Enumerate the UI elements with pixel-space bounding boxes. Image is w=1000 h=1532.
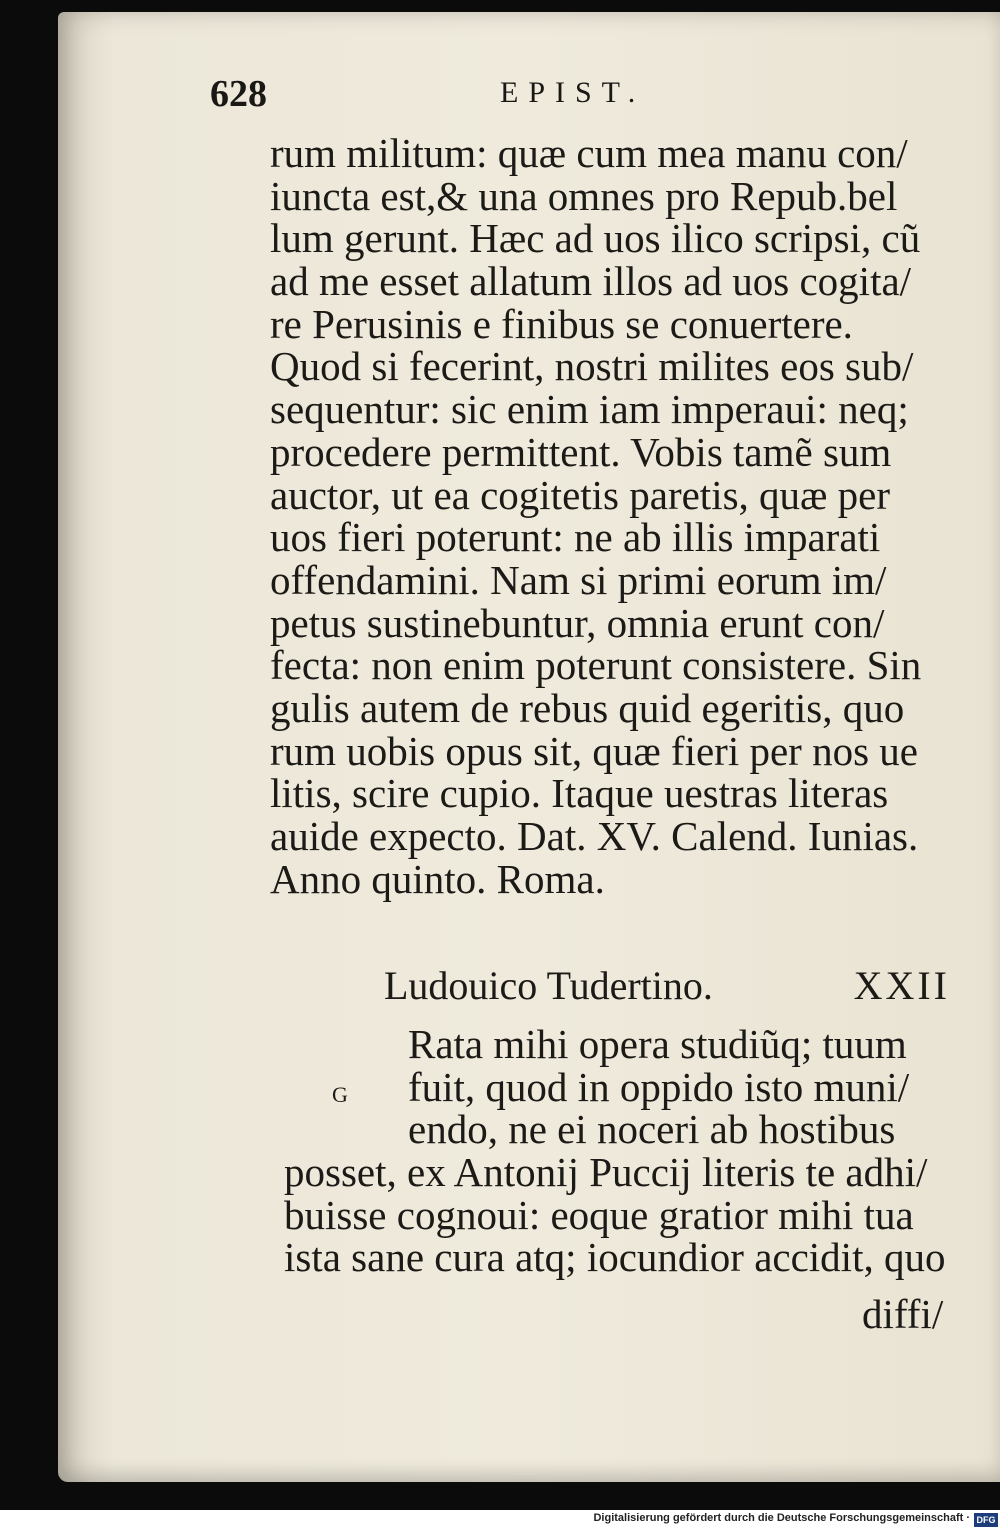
footer-bar — [0, 1510, 1000, 1532]
text-line: buisse cognoui: eoque gratior mihi tua — [284, 1191, 914, 1238]
funding-credit: Digitalisierung gefördert durch die Deutsche Forschungsgemeinschaft · — [593, 1512, 970, 1524]
running-title: EPIST. — [500, 76, 646, 109]
text-line: ad me esset allatum illos ad uos cogita/ — [270, 258, 912, 305]
text-line: Quod si fecerint, nostri milites eos sub/ — [270, 343, 914, 390]
addressee: Ludouico Tudertino. — [384, 963, 713, 1008]
letter-number: XXII — [853, 963, 950, 1008]
text-line: Anno quinto. Roma. — [270, 855, 605, 902]
text-line: auctor, ut ea cogitetis paretis, quæ per — [270, 471, 890, 518]
text-line: Rata mihi opera studiũq; tuum — [408, 1021, 907, 1067]
catchword: diffi/ — [862, 1291, 944, 1337]
running-head — [210, 72, 710, 120]
text-line: lum gerunt. Hæc ad uos ilico scripsi, cũ — [270, 215, 921, 262]
text-line: gulis autem de rebus quid egeritis, quo — [270, 684, 905, 731]
text-line: offendamini. Nam si primi eorum im/ — [270, 556, 887, 603]
text-line: posset, ex Antonij Puccij literis te adhi/ — [284, 1149, 928, 1196]
text-line: litis, scire cupio. Itaque uestras literas — [270, 770, 889, 817]
text-line: fuit, quod in oppido isto muni/ — [408, 1063, 910, 1110]
text-line: rum uobis opus sit, quæ fieri per nos ue — [270, 727, 918, 774]
text-line: uos fieri poterunt: ne ab illis imparati — [270, 514, 881, 561]
text-line: ista sane cura atq; iocundior accidit, quo — [284, 1234, 946, 1281]
text-line: petus sustinebuntur, omnia erunt con/ — [270, 599, 885, 646]
text-line: auide expecto. Dat. XV. Calend. Iunias. — [270, 813, 919, 859]
letter-body — [270, 132, 960, 900]
second-letter-body — [284, 1021, 964, 1281]
text-line: sequentur: sic enim iam imperaui: neq; — [270, 386, 909, 433]
text-line: endo, ne ei noceri ab hostibus — [408, 1106, 896, 1153]
text-line: rum militum: quæ cum mea manu con/ — [270, 130, 908, 176]
text-line: fecta: non enim poterunt consistere. Sin — [270, 642, 922, 689]
text-line: re Perusinis e finibus se conuertere. — [270, 300, 853, 347]
text-line: procedere permittent. Vobis tamẽ sum — [270, 428, 892, 475]
page-number: 628 — [210, 73, 267, 115]
letter-heading — [384, 962, 950, 1012]
dfg-logo-icon: DFG — [974, 1513, 998, 1527]
marginal-letter: G — [332, 1082, 348, 1107]
text-line: iuncta est,& una omnes pro Repub.bel — [270, 172, 898, 219]
